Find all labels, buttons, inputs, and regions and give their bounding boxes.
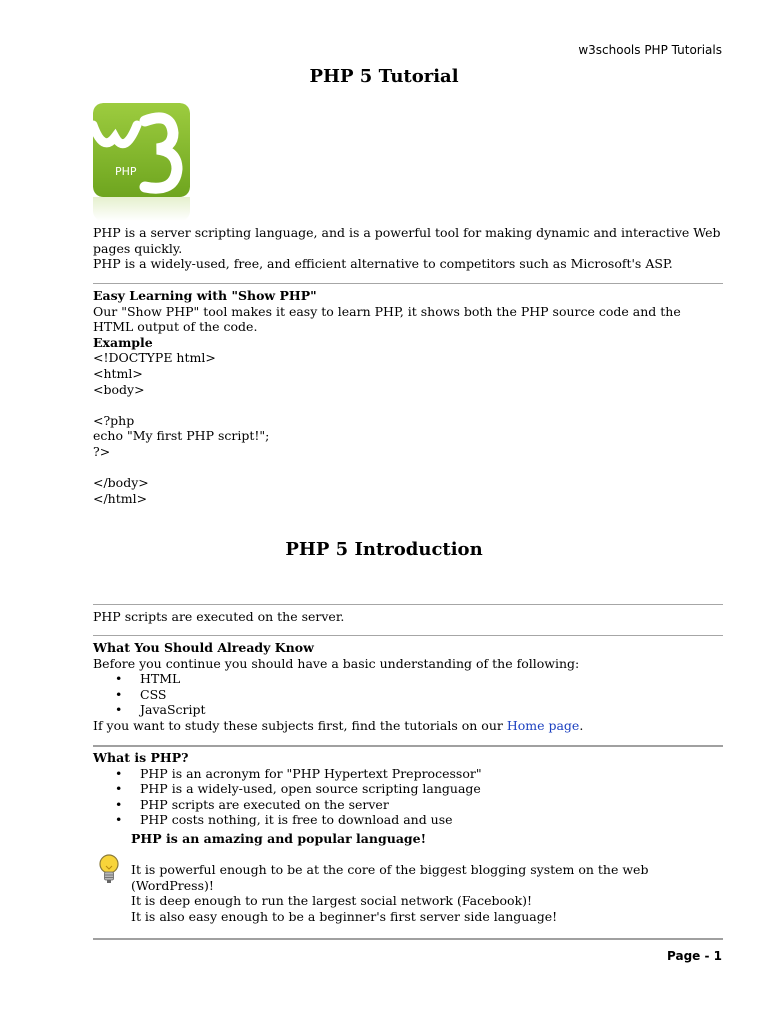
tutorial-title: PHP 5 Tutorial [309, 66, 459, 87]
know-heading: What You Should Already Know [93, 640, 314, 655]
know-text: Before you continue you should have a basic understanding of the following: [93, 655, 580, 671]
list-item: • PHP scripts are executed on the server [93, 797, 723, 813]
amazing-heading: PHP is an amazing and popular language! [131, 831, 427, 846]
code-example [93, 350, 723, 506]
intro-paragraph [93, 225, 723, 272]
page-number: Page - 1 [667, 949, 722, 963]
code-line [93, 460, 723, 476]
know-list [93, 671, 723, 718]
divider [93, 635, 723, 636]
list-item: • PHP costs nothing, it is free to download and use [93, 812, 723, 828]
easy-heading: Easy Learning with "Show PHP" [93, 288, 317, 303]
divider [93, 938, 723, 940]
study-line [93, 718, 723, 734]
code-line: ?> [93, 443, 111, 459]
what-is-php-section [93, 750, 723, 828]
code-line: echo "My first PHP script!"; [93, 428, 270, 444]
divider [93, 745, 723, 747]
list-item: • HTML [93, 671, 723, 687]
executed-text: PHP scripts are executed on the server. [93, 609, 345, 624]
code-line: <body> [93, 381, 145, 397]
easy-text: Our "Show PHP" tool makes it easy to learn PHP, it shows both the PHP source code and the HTML output of the code. [93, 303, 681, 335]
divider [93, 604, 723, 605]
home-page-link[interactable]: Home page [506, 717, 580, 733]
lightbulb-icon [97, 853, 121, 887]
list-item: • PHP is a widely-used, open source scripting language [93, 781, 723, 797]
list-item: • PHP is an acronym for "PHP Hypertext Preprocessor" [93, 766, 723, 782]
introduction-title: PHP 5 Introduction [285, 539, 483, 560]
logo-reflection [93, 197, 190, 221]
code-line [93, 397, 723, 413]
code-line: </body> [93, 475, 149, 491]
list-item: • JavaScript [93, 702, 723, 718]
code-line: <?php [93, 412, 135, 428]
code-line: </html> [93, 490, 148, 506]
tip-line: It is deep enough to run the largest social network (Facebook)! [131, 893, 533, 909]
code-line: <!DOCTYPE html> [93, 350, 216, 366]
already-know-section [93, 640, 723, 734]
logo-text: PHP [115, 165, 137, 178]
running-header: w3schools PHP Tutorials [578, 43, 722, 57]
tip-line: It is also easy enough to be a beginner's first server side language! [131, 908, 558, 924]
study-prefix: If you want to study these subjects first, find the tutorials on our [93, 717, 507, 733]
tip-line: It is powerful enough to be at the core of the biggest blogging system on the web (WordPress)! [131, 862, 649, 893]
easy-learning-section [93, 288, 723, 506]
what-list [93, 766, 723, 828]
what-heading: What is PHP? [93, 750, 189, 765]
tip-text [131, 862, 731, 924]
code-line: <html> [93, 365, 143, 381]
w3-php-logo-icon [93, 103, 190, 197]
divider [93, 283, 723, 284]
list-item: • CSS [93, 687, 723, 703]
intro-line-1: PHP is a server scripting language, and is a powerful tool for making dynamic and interactive Web pages quickly. [93, 225, 721, 256]
intro-line-2: PHP is a widely-used, free, and efficient alternative to competitors such as Microsoft's ASP. [93, 256, 673, 272]
study-suffix: . [579, 717, 584, 733]
example-label: Example [93, 334, 153, 350]
